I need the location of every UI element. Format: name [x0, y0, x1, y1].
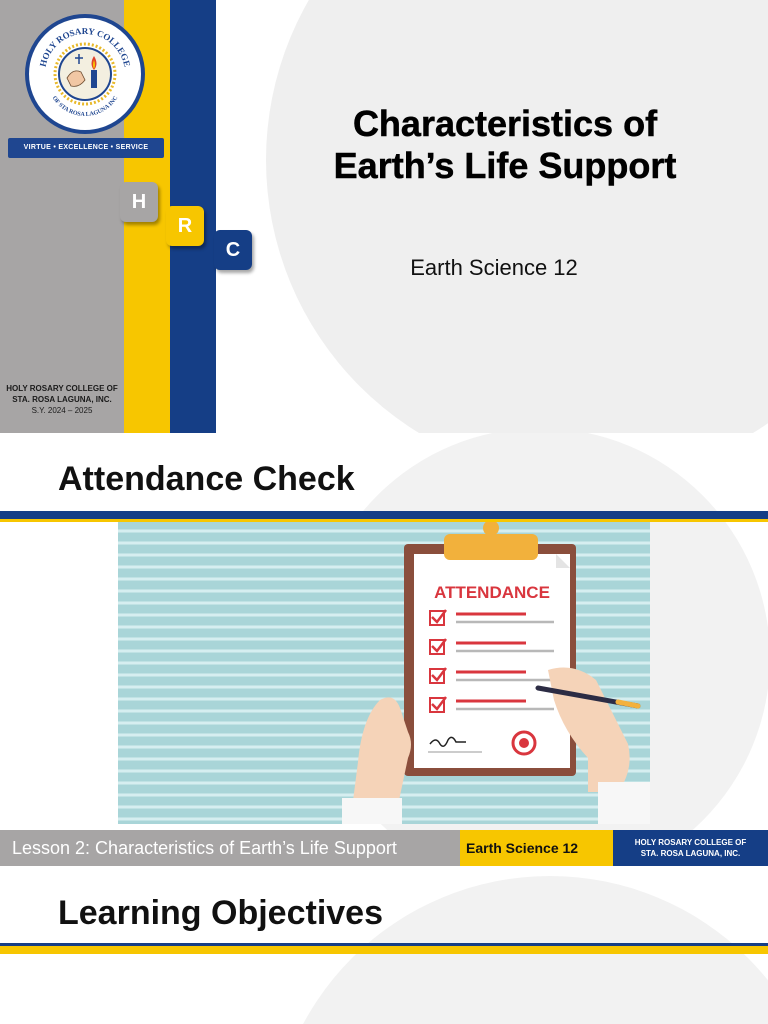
footer-school-label: [613, 830, 768, 866]
svg-text:ATTENDANCE: ATTENDANCE: [434, 583, 550, 602]
title-underline-blue: [0, 511, 768, 519]
school-name-line2: STA. ROSA LAGUNA, INC.: [12, 395, 112, 404]
footer-lesson-label: Lesson 2: Characteristics of Earth’s Life Support: [0, 830, 460, 866]
slide-footer: [0, 830, 768, 866]
title-slide: [0, 0, 768, 433]
svg-text:OF STA ROSA LAGUNA INC: OF STA ROSA LAGUNA INC: [50, 95, 120, 119]
attendance-illustration: [118, 522, 650, 824]
slide-title: Learning Objectives: [58, 894, 383, 932]
footer-school-line1: HOLY ROSARY COLLEGE OF: [634, 838, 747, 847]
background-circle: [266, 0, 768, 433]
footer-subject-label: Earth Science 12: [460, 830, 613, 866]
letter-h-tile: H: [120, 182, 158, 222]
title-underline-yellow: [0, 946, 768, 954]
slide-title: Attendance Check: [58, 460, 355, 498]
attendance-slide: [0, 433, 768, 866]
letter-r-tile: R: [166, 206, 204, 246]
school-name-block: [0, 383, 124, 416]
subject-subtitle: Earth Science 12: [410, 255, 578, 280]
school-seal-logo: [25, 14, 145, 134]
svg-text:HOLY ROSARY COLLEGE: HOLY ROSARY COLLEGE: [37, 25, 133, 68]
school-name-line1: HOLY ROSARY COLLEGE OF: [6, 384, 118, 393]
school-year: S.Y. 2024 – 2025: [31, 406, 93, 415]
footer-school-line2: STA. ROSA LAGUNA, INC.: [640, 849, 741, 858]
learning-objectives-slide: [0, 866, 768, 1024]
lesson-title: Characteristics of Earth’s Life Support: [333, 103, 677, 186]
attendance-clipboard-icon: [118, 522, 650, 824]
seal-ring-text-icon: [29, 18, 141, 130]
letter-c-tile: C: [214, 230, 252, 270]
motto-ribbon: VIRTUE • EXCELLENCE • SERVICE: [8, 138, 164, 158]
